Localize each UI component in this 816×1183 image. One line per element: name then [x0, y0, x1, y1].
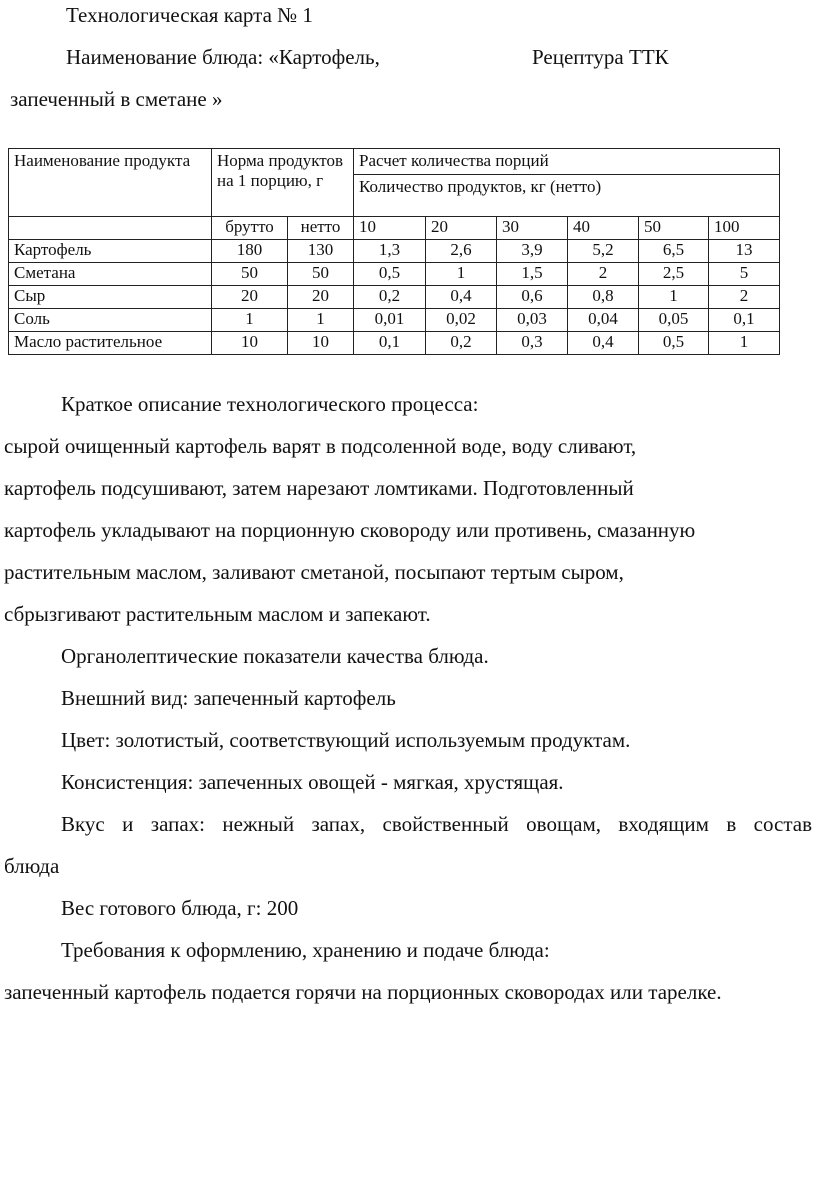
process-line: сырой очищенный картофель варят в подсоленной воде, воду сливают, — [4, 434, 637, 458]
gross-value: 50 — [212, 263, 288, 286]
net-value: 20 — [288, 286, 354, 309]
qty-value: 1,5 — [497, 263, 568, 286]
process-line: растительным маслом, заливают сметаной, посыпают тертым сыром, — [4, 560, 624, 584]
organoleptic-heading: Органолептические показатели качества блюда. — [61, 644, 489, 668]
color-line: Цвет: золотистый, соответствующий используемым продуктам. — [61, 728, 631, 752]
weight-line: Вес готового блюда, г: 200 — [61, 896, 299, 920]
qty-value: 0,5 — [639, 332, 709, 355]
portion-50: 50 — [639, 217, 709, 240]
qty-value: 0,01 — [354, 309, 426, 332]
qty-value: 2 — [568, 263, 639, 286]
consistency-line: Консистенция: запеченных овощей - мягкая, хрустящая. — [61, 770, 564, 794]
header-gross: брутто — [212, 217, 288, 240]
table-row — [9, 332, 780, 355]
qty-value: 0,02 — [426, 309, 497, 332]
header-qty: Количество продуктов, кг (нетто) — [354, 175, 780, 217]
portion-100: 100 — [709, 217, 780, 240]
qty-value: 1 — [426, 263, 497, 286]
dish-name-line2: запеченный в сметане » — [10, 87, 223, 111]
header-net: нетто — [288, 217, 354, 240]
net-value: 1 — [288, 309, 354, 332]
qty-value: 1 — [639, 286, 709, 309]
table-row — [9, 286, 780, 309]
serving-heading: Требования к оформлению, хранению и подаче блюда: — [61, 938, 550, 962]
process-line: картофель подсушивают, затем нарезают ломтиками. Подготовленный — [4, 476, 634, 500]
portion-40: 40 — [568, 217, 639, 240]
document-title: Технологическая карта № 1 — [66, 3, 313, 27]
product-name: Картофель — [9, 240, 212, 263]
qty-value: 0,2 — [426, 332, 497, 355]
qty-value: 0,04 — [568, 309, 639, 332]
serving-line: запеченный картофель подается горячи на порционных сковородах или тарелке. — [4, 980, 722, 1004]
product-name: Сметана — [9, 263, 212, 286]
qty-value: 2,6 — [426, 240, 497, 263]
header-calc: Расчет количества порций — [354, 149, 780, 175]
qty-value: 1 — [709, 332, 780, 355]
table-row — [9, 309, 780, 332]
qty-value: 0,4 — [426, 286, 497, 309]
qty-value: 3,9 — [497, 240, 568, 263]
header-norm: Норма продуктов на 1 порцию, г — [212, 149, 354, 217]
description-block — [4, 383, 812, 1013]
product-name: Сыр — [9, 286, 212, 309]
table-row — [9, 263, 780, 286]
process-line: сбрызгивают растительным маслом и запекают. — [4, 602, 431, 626]
qty-value: 5,2 — [568, 240, 639, 263]
appearance-line: Внешний вид: запеченный картофель — [61, 686, 396, 710]
gross-value: 180 — [212, 240, 288, 263]
qty-value: 0,3 — [497, 332, 568, 355]
qty-value: 6,5 — [639, 240, 709, 263]
qty-value: 0,05 — [639, 309, 709, 332]
qty-value: 0,4 — [568, 332, 639, 355]
table-row — [9, 240, 780, 263]
header-empty — [9, 217, 212, 240]
taste-line-continued: блюда — [4, 854, 60, 878]
net-value: 10 — [288, 332, 354, 355]
qty-value: 0,03 — [497, 309, 568, 332]
product-name: Масло растительное — [9, 332, 212, 355]
qty-value: 0,1 — [709, 309, 780, 332]
gross-value: 10 — [212, 332, 288, 355]
taste-line: Вкус и запах: нежный запах, свойственный овощам, входящим в состав — [61, 812, 812, 836]
qty-value: 0,5 — [354, 263, 426, 286]
net-value: 50 — [288, 263, 354, 286]
qty-value: 5 — [709, 263, 780, 286]
qty-value: 1,3 — [354, 240, 426, 263]
qty-value: 0,8 — [568, 286, 639, 309]
qty-value: 0,1 — [354, 332, 426, 355]
qty-value: 2 — [709, 286, 780, 309]
ingredients-table — [8, 148, 780, 355]
qty-value: 0,2 — [354, 286, 426, 309]
gross-value: 20 — [212, 286, 288, 309]
process-line: картофель укладывают на порционную сковороду или противень, смазанную — [4, 518, 696, 542]
portion-10: 10 — [354, 217, 426, 240]
dish-name-line1: Наименование блюда: «Картофель, — [66, 45, 380, 69]
product-name: Соль — [9, 309, 212, 332]
header-product: Наименование продукта — [9, 149, 212, 217]
portion-30: 30 — [497, 217, 568, 240]
recipe-label: Рецептура ТТК — [532, 45, 669, 69]
process-heading: Краткое описание технологического процесса: — [61, 392, 479, 416]
net-value: 130 — [288, 240, 354, 263]
gross-value: 1 — [212, 309, 288, 332]
portion-20: 20 — [426, 217, 497, 240]
qty-value: 2,5 — [639, 263, 709, 286]
qty-value: 0,6 — [497, 286, 568, 309]
qty-value: 13 — [709, 240, 780, 263]
